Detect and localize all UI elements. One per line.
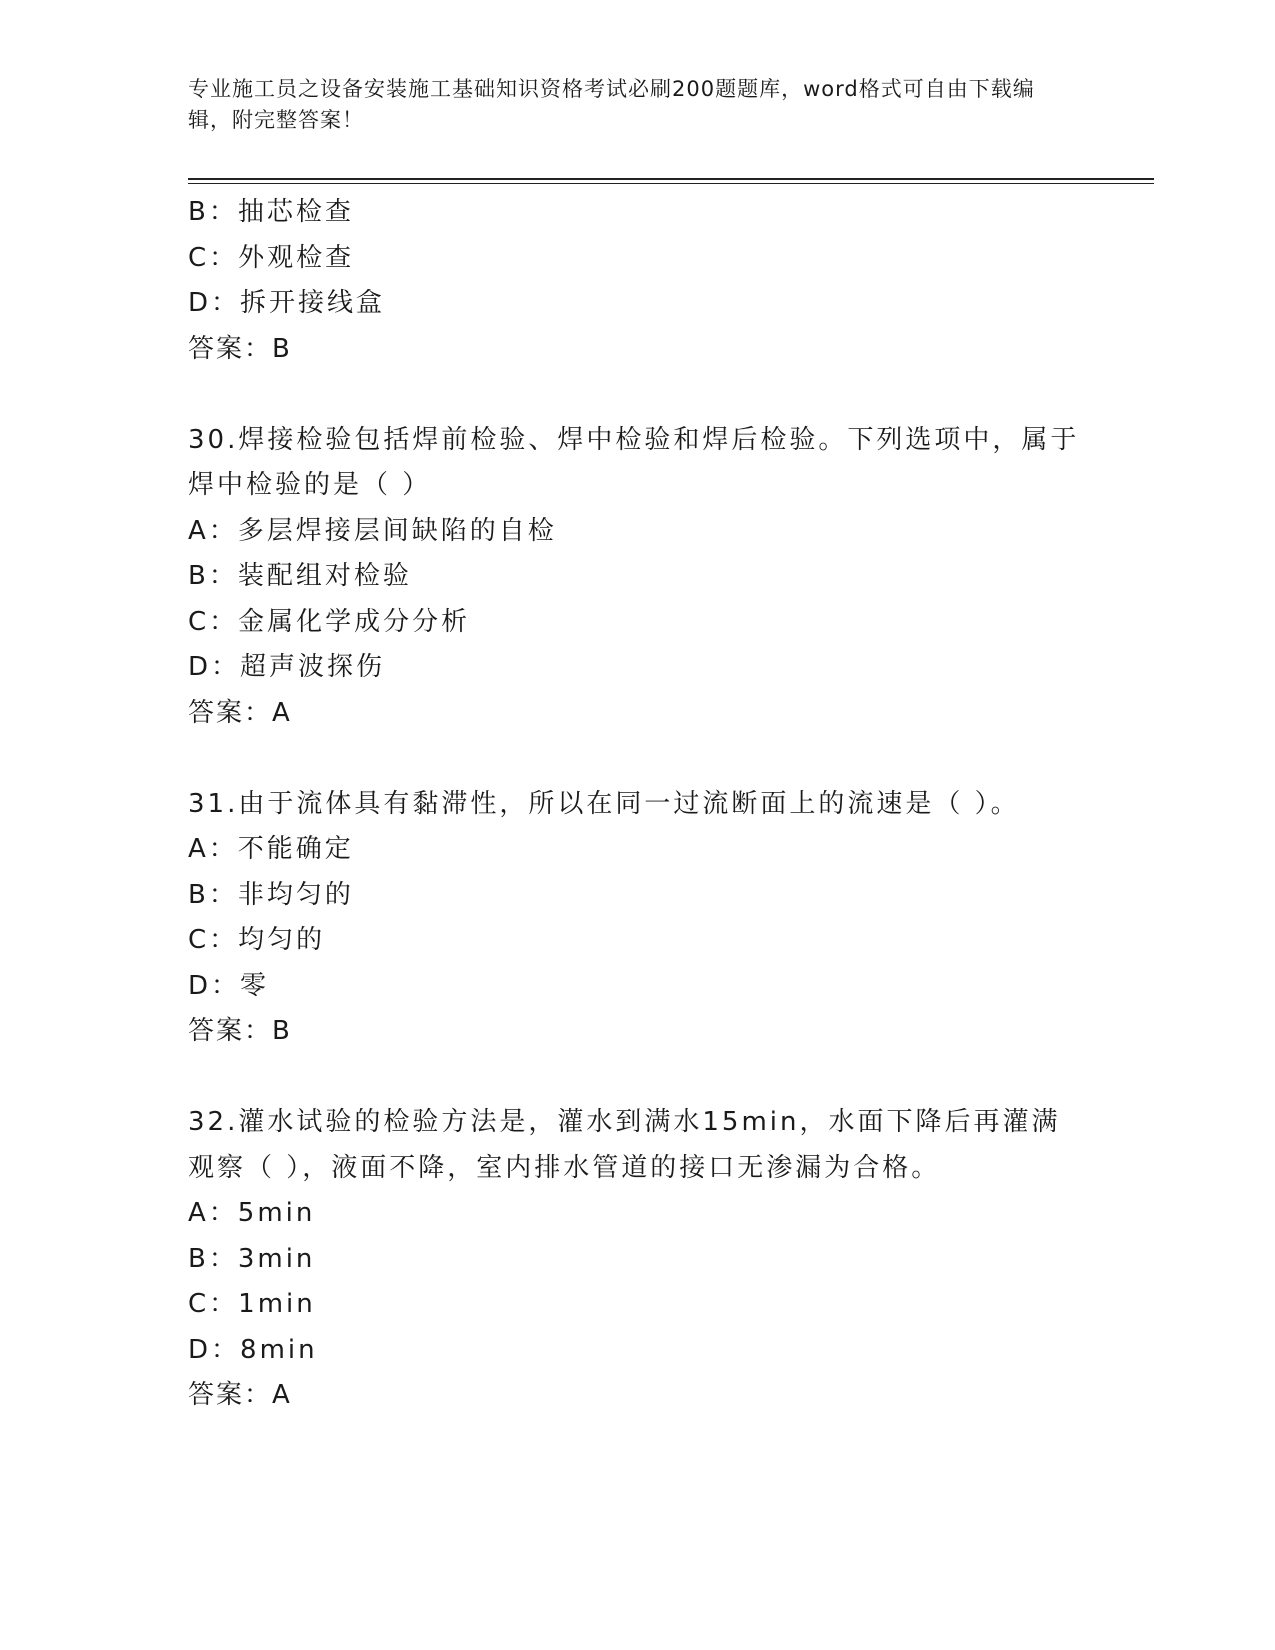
question-body: 灌水试验的检验方法是，灌水到满水15min，水面下降后再灌满观察（ ），液面不降，室内排水管道的接口无渗漏为合格。 bbox=[188, 1107, 1061, 1183]
option-b bbox=[188, 554, 1088, 600]
option-c bbox=[188, 236, 1088, 282]
option-letter: C： bbox=[188, 242, 239, 273]
answer-label: 答案： bbox=[188, 1380, 273, 1410]
option-letter: C： bbox=[188, 1289, 239, 1319]
header-rule-thin bbox=[188, 183, 1154, 184]
option-d bbox=[188, 281, 1088, 327]
option-letter: B： bbox=[188, 197, 238, 227]
question-29-tail bbox=[188, 190, 1088, 372]
answer-value: A bbox=[272, 1380, 291, 1410]
option-text: 零 bbox=[240, 970, 270, 1001]
option-text: 多层焊接层间缺陷的自检 bbox=[237, 515, 557, 546]
question-list bbox=[188, 190, 1088, 1419]
question-text bbox=[188, 782, 1088, 828]
option-letter: D： bbox=[188, 1334, 241, 1365]
answer-value: A bbox=[272, 697, 291, 728]
question-number: 30. bbox=[188, 424, 239, 455]
answer-line bbox=[188, 691, 1088, 737]
question-30 bbox=[188, 418, 1088, 737]
spacer bbox=[188, 736, 1088, 782]
answer-line bbox=[188, 1009, 1088, 1055]
option-b bbox=[188, 1237, 1088, 1283]
option-a bbox=[188, 827, 1088, 873]
option-text: 装配组对检验 bbox=[237, 561, 412, 591]
question-text bbox=[188, 418, 1088, 509]
option-letter: B： bbox=[188, 879, 238, 910]
answer-label: 答案： bbox=[188, 333, 273, 364]
option-letter: A： bbox=[188, 834, 238, 864]
option-letter: A： bbox=[188, 1198, 238, 1228]
option-letter: C： bbox=[188, 925, 239, 955]
option-letter: B： bbox=[188, 561, 238, 591]
option-a bbox=[188, 509, 1088, 555]
option-letter: B： bbox=[188, 1243, 238, 1274]
option-text: 超声波探伤 bbox=[240, 652, 386, 682]
answer-value: B bbox=[272, 1016, 291, 1046]
option-letter: D： bbox=[188, 970, 241, 1001]
option-text: 拆开接线盒 bbox=[240, 288, 386, 318]
option-text: 金属化学成分分析 bbox=[238, 606, 471, 637]
option-a bbox=[188, 1191, 1088, 1237]
option-b bbox=[188, 190, 1088, 236]
question-body: 焊接检验包括焊前检验、焊中检验和焊后检验。下列选项中，属于焊中检验的是（ ） bbox=[188, 424, 1080, 500]
question-number: 32. bbox=[188, 1107, 239, 1137]
option-c bbox=[188, 600, 1088, 646]
option-text: 1min bbox=[238, 1289, 316, 1319]
option-c bbox=[188, 1282, 1088, 1328]
option-b bbox=[188, 873, 1088, 919]
spacer bbox=[188, 1055, 1088, 1101]
spacer bbox=[188, 372, 1088, 418]
option-letter: D： bbox=[188, 288, 241, 318]
answer-line bbox=[188, 1373, 1088, 1419]
option-text: 均匀的 bbox=[238, 925, 326, 955]
option-d bbox=[188, 645, 1088, 691]
answer-label: 答案： bbox=[188, 1016, 273, 1046]
question-text bbox=[188, 1100, 1088, 1191]
option-text: 抽芯检查 bbox=[237, 197, 354, 227]
option-text: 5min bbox=[237, 1198, 316, 1228]
option-letter: A： bbox=[188, 515, 238, 546]
option-letter: C： bbox=[188, 606, 239, 637]
option-d bbox=[188, 964, 1088, 1010]
option-text: 8min bbox=[240, 1334, 318, 1365]
option-c bbox=[188, 918, 1088, 964]
option-text: 外观检查 bbox=[238, 242, 355, 273]
answer-line bbox=[188, 327, 1088, 373]
answer-value: B bbox=[272, 333, 291, 364]
option-text: 3min bbox=[237, 1243, 316, 1274]
document-header: 专业施工员之设备安装施工基础知识资格考试必刷200题题库，word格式可自由下载编辑，附完整答案！ bbox=[188, 77, 1035, 132]
option-text: 非均匀的 bbox=[237, 879, 354, 910]
question-body: 由于流体具有黏滞性，所以在同一过流断面上的流速是（ ）。 bbox=[238, 788, 1020, 819]
answer-label: 答案： bbox=[188, 697, 273, 728]
question-31 bbox=[188, 782, 1088, 1055]
option-text: 不能确定 bbox=[237, 834, 354, 864]
option-letter: D： bbox=[188, 652, 241, 682]
header-rule-thick bbox=[188, 178, 1154, 180]
option-d bbox=[188, 1328, 1088, 1374]
question-number: 31. bbox=[188, 788, 239, 819]
question-32 bbox=[188, 1100, 1088, 1419]
